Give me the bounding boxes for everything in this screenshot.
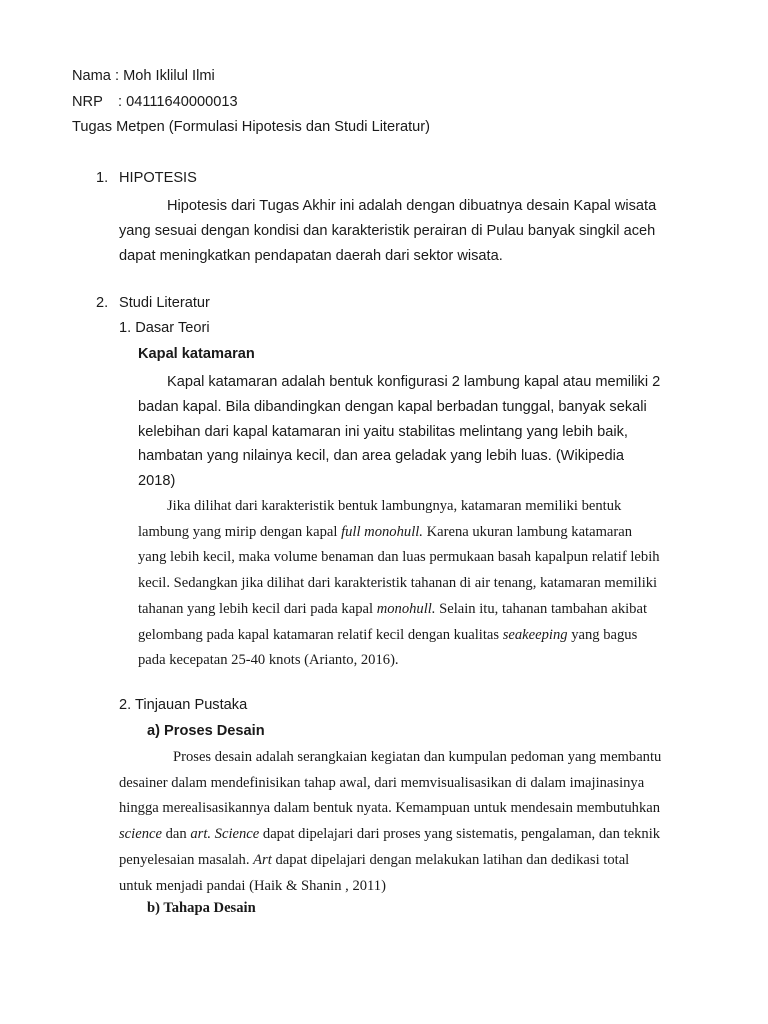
topic-heading: b) Tahapa Desain [147,900,256,916]
paragraph-line: yang lebih kecil, maka volume benaman dan luas permukaan basah kapalpun relatif lebih [138,549,660,566]
topic-heading: a) Proses Desain [147,723,265,739]
task-title: Tugas Metpen (Formulasi Hipotesis dan Studi Literatur) [72,119,430,135]
subsection-title: 2. Tinjauan Pustaka [119,697,248,713]
section-number: 2. [96,295,109,311]
topic-heading: Kapal katamaran [138,346,255,362]
paragraph-line: desainer dalam mendefinisikan tahap awal, dari memvisualisasikan di dalam imajinasinya [119,774,645,791]
paragraph-line: yang sesuai dengan kondisi dan karakteristik perairan di Pulau banyak singkil aceh [119,223,656,239]
paragraph-line: gelombang pada kapal katamaran relatif kecil dengan kualitas seakeeping yang bagus [138,626,638,643]
paragraph-line: Kapal katamaran adalah bentuk konfigurasi 2 lambung kapal atau memiliki 2 [167,374,661,390]
paragraph-line: Hipotesis dari Tugas Akhir ini adalah dengan dibuatnya desain Kapal wisata [167,198,657,214]
section-title: Studi Literatur [119,295,210,311]
paragraph-line: hambatan yang nilainya kecil, dan area geladak yang lebih luas. (Wikipedia [138,448,624,465]
paragraph-line: kelebihan dari kapal katamaran ini yaitu stabilitas melintang yang lebih baik, [138,423,628,440]
paragraph-line: kecil. Sedangkan jika dilihat dari karakteristik tahanan di air tenang, katamaran memiliki [138,575,658,592]
paragraph-line: science dan art. Science dapat dipelajari dari proses yang sistematis, pengalaman, dan teknik [119,826,661,843]
student-name: Nama : Moh Iklilul Ilmi [72,68,215,84]
design-process-paragraph [119,745,693,899]
paragraph-line: penyelesaian masalah. Art dapat dipelajari dengan melakukan latihan dan dedikasi total [119,851,630,868]
paragraph-line: Jika dilihat dari karakteristik bentuk lambungnya, katamaran memiliki bentuk [167,498,622,514]
paragraph-line: 2018) [138,473,176,490]
subsection-title: 1. Dasar Teori [119,320,210,336]
paragraph-line: hingga merealisasikannya dalam bentuk nyata. Kemampuan untuk mendesain membutuhkan [119,800,661,817]
paragraph-line: tahanan yang lebih kecil dari pada kapal monohull. Selain itu, tahanan tambahan akibat [138,600,648,617]
section-number: 1. [96,170,109,186]
paragraph-line: lambung yang mirip dengan kapal full monohull. Karena ukuran lambung katamaran [138,523,633,540]
paragraph-line: badan kapal. Bila dibandingkan dengan kapal berbadan tunggal, banyak sekali [138,398,647,415]
paragraph-line: Proses desain adalah serangkaian kegiatan dan kumpulan pedoman yang membantu [173,749,662,765]
section-title: HIPOTESIS [119,170,197,186]
hypothesis-paragraph [119,194,693,269]
paragraph-line: pada kecepatan 25-40 knots (Arianto, 2016). [138,652,399,669]
nrp-label: NRP [72,94,103,110]
catamaran-paragraph [138,370,693,494]
nrp-value: : 04111640000013 [118,94,238,110]
catamaran-detail-paragraph [138,494,693,674]
paragraph-line: dapat meningkatkan pendapatan daerah dari sektor wisata. [119,248,503,264]
paragraph-line: untuk menjadi pandai (Haik & Shanin , 2011) [119,877,386,894]
